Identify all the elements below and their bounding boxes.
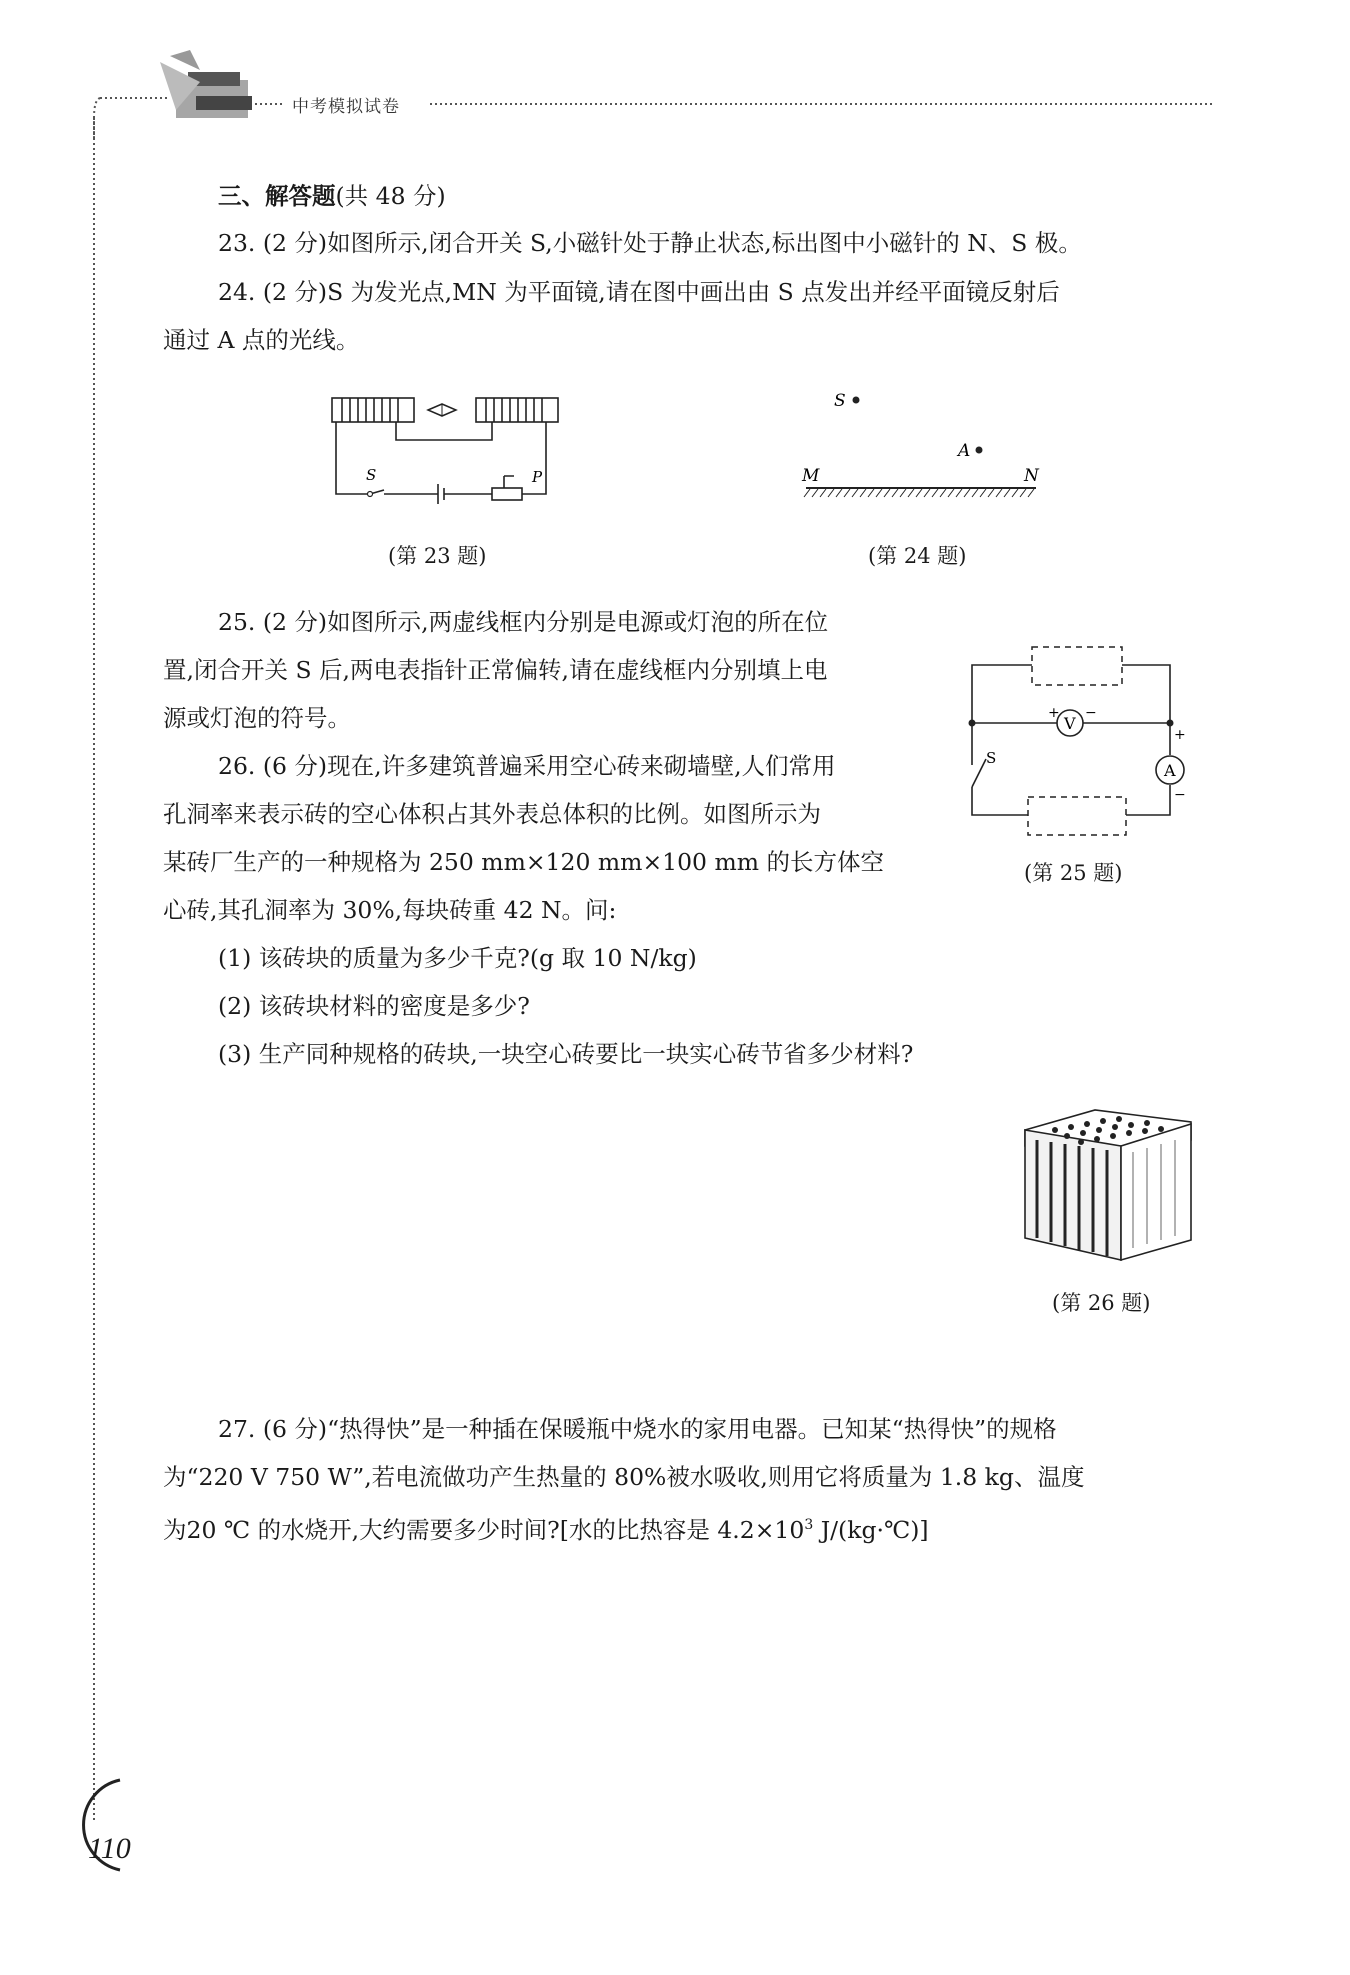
svg-text:+: +	[1174, 727, 1186, 743]
q26-sub3: (3) 生产同种规格的砖块,一块空心砖要比一块实心砖节省多少材料?	[218, 1040, 914, 1068]
q24-caption: (第 24 题)	[868, 544, 967, 568]
q24-line2: 通过 A 点的光线。	[163, 326, 360, 354]
q25-switch-label: S	[986, 749, 997, 767]
q23-text: 23. (2 分)如图所示,闭合开关 S,小磁针处于静止状态,标出图中小磁针的 N、S 极。	[218, 229, 1082, 257]
q25-line3: 源或灯泡的符号。	[163, 704, 351, 732]
q23-caption: (第 23 题)	[388, 544, 487, 568]
section-title: 三、解答题	[218, 182, 336, 210]
figure-25-circuit	[960, 615, 1200, 845]
header-title: 中考模拟试卷	[292, 97, 400, 117]
rheostat	[492, 488, 522, 500]
q26-line1: 26. (6 分)现在,许多建筑普遍采用空心砖来砌墙壁,人们常用	[218, 752, 836, 780]
header-logo-icon	[160, 50, 252, 118]
point-s	[853, 397, 860, 404]
section-heading	[218, 172, 446, 220]
solenoid-right	[476, 398, 558, 422]
q26-line3: 某砖厂生产的一种规格为 250 mm×120 mm×100 mm 的长方体空	[163, 848, 884, 876]
dashed-box-top	[1032, 647, 1122, 685]
header-decoration	[0, 0, 1350, 140]
section-points: (共 48 分)	[335, 182, 446, 210]
q24-label-s: S	[834, 391, 846, 411]
q24-label-n: N	[1024, 466, 1039, 486]
q26-line2: 孔洞率来表示砖的空心体积占其外表总体积的比例。如图所示为	[163, 800, 821, 828]
q24-label-m: M	[802, 466, 820, 486]
q25-line2: 置,闭合开关 S 后,两电表指针正常偏转,请在虚线框内分别填上电	[163, 656, 828, 684]
svg-text:+: +	[1048, 705, 1060, 721]
figure-26-brick-icon	[1015, 1100, 1215, 1270]
left-margin-line	[0, 0, 120, 1975]
q27-line3: 为20 ℃ 的水烧开,大约需要多少时间?[水的比热容是 $4.2\times 10^3$ J/(kg·℃)]	[163, 1515, 929, 1544]
figure-24-mirror	[790, 380, 1060, 510]
q26-line4: 心砖,其孔洞率为 30%,每块砖重 42 N。问:	[163, 896, 617, 924]
q24-label-a: A	[958, 441, 971, 461]
q26-caption: (第 26 题)	[1052, 1291, 1151, 1315]
q27-line1: 27. (6 分)“热得快”是一种插在保暖瓶中烧水的家用电器。已知某“热得快”的规格	[218, 1415, 1057, 1443]
dashed-box-bottom	[1028, 797, 1126, 835]
point-a	[976, 447, 983, 454]
q26-sub1: (1) 该砖块的质量为多少千克?(g 取 10 N/kg)	[218, 944, 697, 972]
svg-text:−: −	[1085, 705, 1097, 721]
q24-line1: 24. (2 分)S 为发光点,MN 为平面镜,请在图中画出由 S 点发出并经平面镜反射后	[218, 278, 1060, 306]
figure-23-circuit	[320, 388, 570, 508]
q23-slider-label: P	[532, 468, 543, 486]
q25-line1: 25. (2 分)如图所示,两虚线框内分别是电源或灯泡的所在位	[218, 608, 829, 636]
q25-caption: (第 25 题)	[1024, 861, 1123, 885]
q23-switch-label: S	[366, 466, 377, 484]
svg-text:A: A	[1164, 761, 1176, 780]
svg-text:−: −	[1174, 787, 1186, 803]
page-number: 110	[88, 1832, 131, 1865]
q27-line2: 为“220 V 750 W”,若电流做功产生热量的 80%被水吸收,则用它将质量为 1.8 kg、温度	[163, 1463, 1085, 1491]
solenoid-left	[332, 398, 414, 422]
q26-sub2: (2) 该砖块材料的密度是多少?	[218, 992, 530, 1020]
svg-text:V: V	[1064, 714, 1076, 733]
